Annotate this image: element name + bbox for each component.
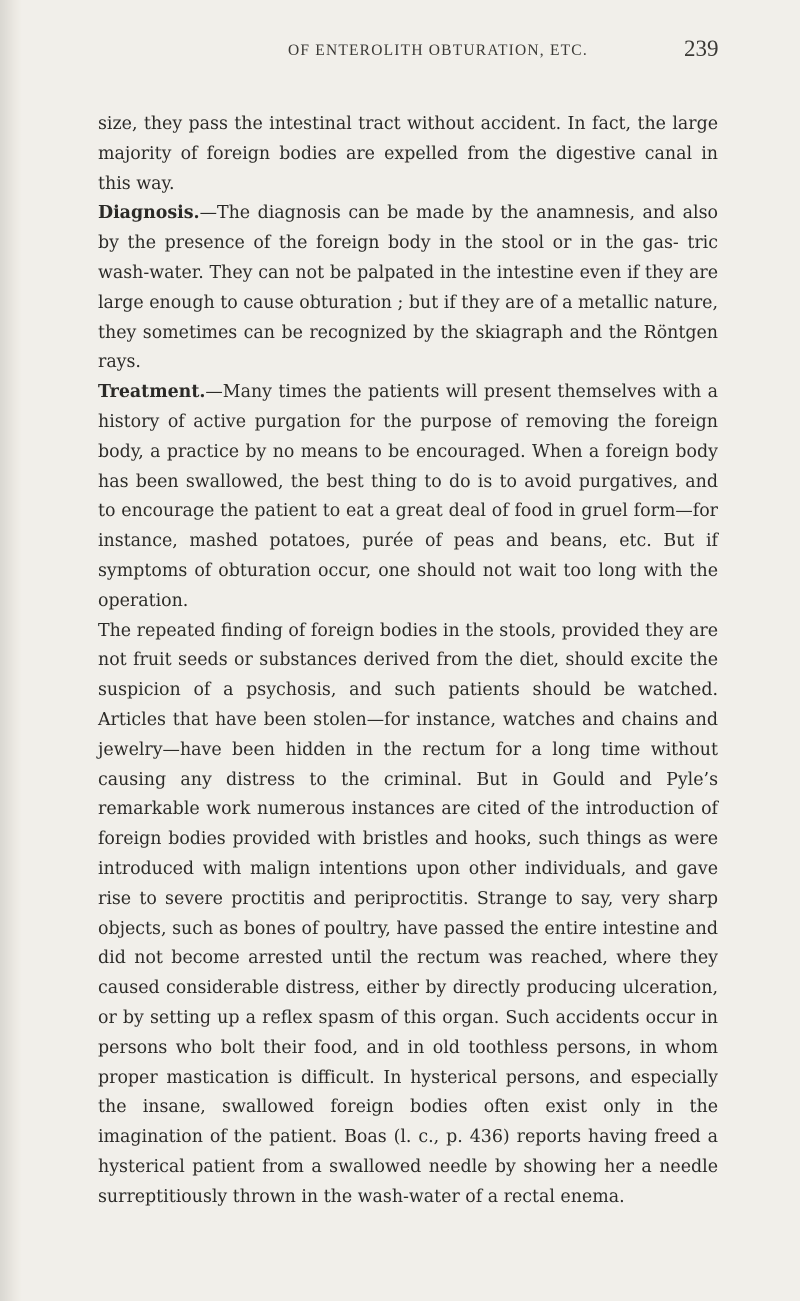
section-heading-diagnosis: Diagnosis. — [98, 203, 200, 224]
section-heading-treatment: Treatment. — [98, 382, 206, 403]
paragraph-text: The repeated finding of foreign bodies in the stools, provided they are not fruit seeds or substances derived from the diet, should excite the suspicion of a psychosis, and such patients should be watched. Articles that have been stolen—for instance, watches and chains and jewelry—have been hidden in the rectum for a long time without causing any distress to the criminal. But in Gould and Pyle’s remarkable work numerous instances are cited of the introduction of foreign bodies provided with bristles and hooks, such things as were introduced with malign intentions upon other individuals, and gave rise to severe proctitis and periproctitis. Strange to say, very sharp objects, such as bones of poultry, have passed the entire intestine and did not become arrested until the rectum was reached, where they caused considerable distress, either by directly producing ulceration, or by setting up a reflex spasm of this organ. Such accidents occur in persons who bolt their food, and in old toothless persons, in whom proper mastication is difficult. In hysterical persons, and especially the insane, swallowed foreign bodies often exist only in the imagination of the patient. Boas (l. c., p. 436) reports having freed a hysterical patient from a swallowed needle by showing her a needle surreptitiously thrown in the wash-water of a rectal enema. — [98, 620, 718, 1207]
running-head: OF ENTEROLITH OBTURATION, ETC. — [288, 42, 588, 59]
paragraph-text: size, they pass the intestinal tract without accident. In fact, the large majority of foreign bodies are expelled from the digestive canal in this way. — [98, 114, 718, 194]
paragraph-text: —The diagnosis can be made by the anamnesis, and also by the presence of the foreign body in the stool or in the gas- tric wash-water. They can not be palpated in the intestine even if they are large enough to cause obturation ; but if they are of a metallic nature, they sometimes can be recognized by the skiagraph and the Röntgen rays. — [98, 203, 718, 373]
paragraph-diagnosis — [98, 199, 718, 378]
paragraph-text: —Many times the patients will present themselves with a history of active purgation for the purpose of removing the foreign body, a practice by no means to be encouraged. When a foreign body has been swallowed, the best thing to do is to avoid purgatives, and to encourage the patient to eat a great deal of food in gruel form—for instance, mashed potatoes, purée of peas and beans, etc. But if symptoms of obturation occur, one should not wait too long with the operation. — [98, 382, 718, 611]
page-edge-shadow — [0, 0, 22, 1301]
paragraph — [98, 110, 718, 199]
paragraph — [98, 617, 718, 1213]
paragraph-treatment — [98, 378, 718, 616]
page-number: 239 — [684, 36, 719, 61]
body-text — [98, 110, 718, 1212]
